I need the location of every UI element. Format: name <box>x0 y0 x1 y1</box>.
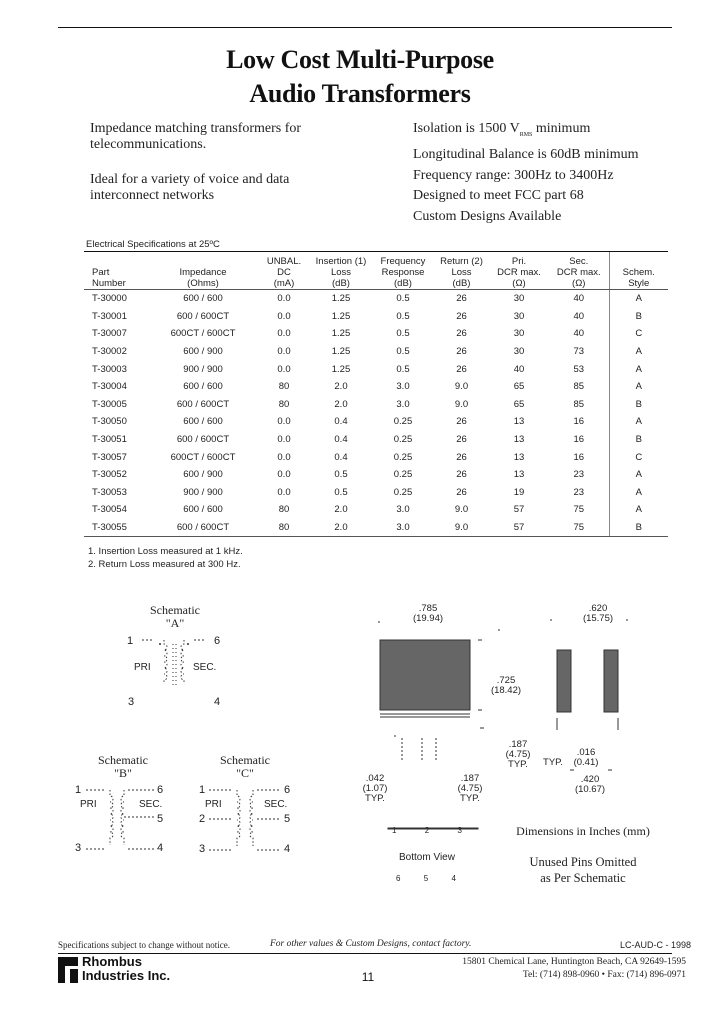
table-cell: B <box>609 308 668 326</box>
footer-rule <box>58 953 672 954</box>
bottom-view-bottom-pins: 6 5 4 <box>396 874 456 883</box>
table-cell: 30 <box>513 328 525 340</box>
schematic-b-title: Schematic "B" <box>98 753 148 780</box>
schematic-b-diagram <box>80 782 163 857</box>
table-cell: 0.5 <box>396 293 410 305</box>
table-cell: 0.5 <box>396 310 410 322</box>
table-row <box>84 290 668 308</box>
schematic-c-pin5: 5 <box>284 813 291 825</box>
table-row <box>84 413 668 431</box>
schematic-c-title: Schematic "C" <box>220 753 270 780</box>
table-cell: T-30050 <box>92 416 127 428</box>
table-cell: 57 <box>489 519 549 537</box>
table-cell: C <box>609 448 668 466</box>
table-cell: 0.25 <box>393 486 413 498</box>
table-cell: 600 / 900 <box>183 469 223 481</box>
schematic-c-pin6: 6 <box>284 784 291 796</box>
schematic-a-pin4: 4 <box>214 696 221 708</box>
dim-pitch: .042 (1.07) TYP. <box>362 773 388 804</box>
footer-custom-note: For other values & Custom Designs, contact factory. <box>270 939 472 949</box>
table-cell: 85 <box>573 381 585 393</box>
table-cell: A <box>609 378 668 396</box>
table-cell: B <box>609 519 668 537</box>
table-cell: 13 <box>513 451 525 463</box>
table-cell: C <box>609 325 668 343</box>
table-cell: 2.0 <box>334 398 348 410</box>
footer-disclaimer: Specifications subject to change without notice. <box>58 940 230 950</box>
table-cell: 16 <box>573 434 585 446</box>
table-cell: 30 <box>513 293 525 305</box>
schematic-c-pin4: 4 <box>284 843 291 855</box>
table-cell: 0.25 <box>393 434 413 446</box>
spec-header-cell: Impedance (Ohms) <box>148 252 258 290</box>
schematic-b-pin4: 4 <box>157 842 164 854</box>
table-cell: 16 <box>573 451 585 463</box>
table-cell: 600 / 900 <box>183 346 223 358</box>
dim-pin-diameter-typ: TYP. <box>543 757 563 768</box>
table-cell: 0.25 <box>393 451 413 463</box>
table-cell: 13 <box>513 416 525 428</box>
table-row <box>84 431 668 449</box>
table-cell: 80 <box>278 381 290 393</box>
spec-header-cell: Insertion (1) Loss (dB) <box>310 252 372 290</box>
schematic-c-diagram <box>205 782 287 857</box>
table-cell: B <box>609 431 668 449</box>
table-cell: 80 <box>258 519 310 537</box>
table-cell: 600 / 600 <box>183 381 223 393</box>
table-cell: 0.5 <box>396 346 410 358</box>
footer-doc-code: LC-AUD-C - 1998 <box>620 940 692 950</box>
table-cell: 0.4 <box>334 434 348 446</box>
table-cell: 0.25 <box>393 416 413 428</box>
spec-table <box>84 252 668 537</box>
table-cell: 13 <box>513 469 525 481</box>
schematic-c-pin3: 3 <box>199 843 206 855</box>
table-cell: 16 <box>573 416 585 428</box>
table-cell: 75 <box>573 504 585 516</box>
table-cell: A <box>609 413 668 431</box>
schematic-b-pin6: 6 <box>157 784 164 796</box>
table-cell: 0.25 <box>393 469 413 481</box>
table-cell: 600 / 600 <box>183 504 223 516</box>
table-cell: 0.5 <box>396 363 410 375</box>
table-cell: 65 <box>513 381 525 393</box>
feature-list <box>413 119 673 227</box>
table-row <box>84 466 668 484</box>
table-cell: 0.0 <box>277 416 291 428</box>
schematic-b-pin1: 1 <box>75 784 82 796</box>
table-cell: B <box>609 396 668 414</box>
table-cell: 600 / 600 <box>183 293 223 305</box>
table-cell: 0.0 <box>277 434 291 446</box>
table-cell: T-30001 <box>92 310 127 322</box>
spec-header-cell: Pri. DCR max. (Ω) <box>489 252 549 290</box>
table-row <box>84 501 668 519</box>
company-logo-icon <box>58 957 78 983</box>
page-number: 11 <box>361 970 375 984</box>
table-cell: 26 <box>456 469 467 481</box>
table-cell: A <box>609 466 668 484</box>
table-cell: 0.5 <box>334 486 348 498</box>
table-cell: 80 <box>278 504 290 516</box>
dim-pin-length: .187 (4.75) TYP. <box>505 739 531 770</box>
schematic-b-sec: SEC. <box>139 799 163 810</box>
table-cell: 0.5 <box>334 469 348 481</box>
table-cell: 26 <box>456 293 467 305</box>
table-cell: 40 <box>573 328 585 340</box>
table-cell: 26 <box>456 416 467 428</box>
intro-paragraph-2: Ideal for a variety of voice and data interconnect networks <box>90 172 290 203</box>
schematic-b-pin3: 3 <box>75 842 82 854</box>
table-cell: 3.0 <box>396 398 410 410</box>
table-cell: 0.5 <box>396 328 410 340</box>
table-cell: 9.0 <box>454 381 469 393</box>
table-cell: 0.0 <box>277 451 291 463</box>
schematic-a-sec: SEC. <box>193 662 217 673</box>
table-cell: A <box>609 343 668 361</box>
table-cell: 2.0 <box>334 381 348 393</box>
spec-caption: Electrical Specifications at 25ºC <box>86 239 220 250</box>
table-cell: T-30004 <box>92 381 127 393</box>
table-cell: 73 <box>573 346 585 358</box>
table-cell: T-30057 <box>92 451 127 463</box>
table-cell: 23 <box>573 469 585 481</box>
table-cell: 80 <box>278 398 290 410</box>
spec-header-cell: Sec. DCR max. (Ω) <box>549 252 609 290</box>
table-cell: T-30005 <box>92 398 127 410</box>
spec-notes <box>88 546 243 571</box>
dim-width: .785 (19.94) <box>412 603 444 624</box>
table-cell: 57 <box>513 504 525 516</box>
table-cell: A <box>609 360 668 378</box>
spec-header-cell: Frequency Response (dB) <box>372 252 434 290</box>
table-cell: T-30003 <box>92 363 127 375</box>
table-cell: 600 / 600CT <box>176 434 230 446</box>
table-row <box>84 448 668 466</box>
table-cell: 40 <box>573 293 585 305</box>
table-cell: 0.4 <box>334 451 348 463</box>
table-cell: 26 <box>456 434 467 446</box>
table-cell: 1.25 <box>331 310 351 322</box>
table-cell: T-30007 <box>92 328 127 340</box>
table-cell: 600 / 600CT <box>176 310 230 322</box>
table-cell: 1.25 <box>331 346 351 358</box>
schematic-b-pin5: 5 <box>157 813 164 825</box>
table-cell: 1.25 <box>331 293 351 305</box>
schematic-a-pri: PRI <box>134 662 151 673</box>
schematic-c-pin2: 2 <box>199 813 206 825</box>
page-title-line2: Audio Transformers <box>249 79 471 108</box>
table-cell: 600CT / 600CT <box>170 328 236 340</box>
table-cell: 53 <box>573 363 585 375</box>
table-cell: 75 <box>549 519 609 537</box>
table-cell: 26 <box>456 310 467 322</box>
table-cell: 23 <box>573 486 585 498</box>
bottom-view-top-pins: 1 2 3 <box>392 826 462 835</box>
table-row <box>84 325 668 343</box>
table-cell: 30 <box>513 310 525 322</box>
table-cell: 3.0 <box>396 381 410 393</box>
note-1: 1. Insertion Loss measured at 1 kHz. <box>88 546 243 557</box>
table-cell: 26 <box>456 486 467 498</box>
table-row <box>84 308 668 326</box>
units-note: Dimensions in Inches (mm) <box>516 824 650 838</box>
top-rule <box>58 27 672 28</box>
dim-span: .420 (10.67) <box>574 774 606 795</box>
table-cell: 600 / 600CT <box>176 398 230 410</box>
table-cell: A <box>609 290 668 308</box>
feature-item: Custom Designs Available <box>413 208 562 224</box>
table-cell: 85 <box>573 398 585 410</box>
table-cell: 26 <box>456 346 467 358</box>
table-cell: 40 <box>513 363 525 375</box>
spec-header-row <box>84 252 668 290</box>
table-cell: T-30053 <box>92 486 127 498</box>
table-cell: 65 <box>513 398 525 410</box>
schematic-c-pin1: 1 <box>199 784 206 796</box>
table-cell: T-30052 <box>92 469 127 481</box>
table-cell: 26 <box>456 328 467 340</box>
schematic-a-pin1: 1 <box>127 635 134 647</box>
schematic-a-pin6: 6 <box>214 635 221 647</box>
spec-header-cell: Return (2) Loss (dB) <box>434 252 489 290</box>
spec-header-cell: Part Number <box>84 252 148 290</box>
footer-contact: Tel: (714) 898-0960 • Fax: (714) 896-0971 <box>522 970 686 980</box>
feature-item: Frequency range: 300Hz to 3400Hz <box>413 167 614 183</box>
table-cell: 0.0 <box>277 346 291 358</box>
table-cell: T-30055 <box>84 519 148 537</box>
schematic-c-sec: SEC. <box>264 799 288 810</box>
table-cell: T-30054 <box>92 504 127 516</box>
spec-header-cell: UNBAL. DC (mA) <box>258 252 310 290</box>
table-cell: 13 <box>513 434 525 446</box>
table-cell: T-30002 <box>92 346 127 358</box>
feature-item: Longitudinal Balance is 60dB minimum <box>413 147 639 163</box>
table-cell: 600 / 600CT <box>148 519 258 537</box>
table-cell: 600 / 600 <box>183 416 223 428</box>
table-row <box>84 343 668 361</box>
table-cell: A <box>609 484 668 502</box>
table-cell: 0.0 <box>277 469 291 481</box>
table-cell: 2.0 <box>310 519 372 537</box>
table-cell: 1.25 <box>331 363 351 375</box>
intro-paragraph-1: Impedance matching transformers for telecommunications. <box>90 121 302 152</box>
table-cell: 1.25 <box>331 328 351 340</box>
table-cell: 3.0 <box>372 519 434 537</box>
table-cell: T-30000 <box>92 293 127 305</box>
table-cell: 0.0 <box>277 486 291 498</box>
table-cell: 26 <box>456 363 467 375</box>
table-cell: 600CT / 600CT <box>170 451 236 463</box>
table-cell: A <box>609 501 668 519</box>
table-cell: 0.4 <box>334 416 348 428</box>
table-cell: 9.0 <box>454 504 469 516</box>
table-cell: 0.0 <box>277 363 291 375</box>
table-cell: 0.0 <box>277 310 291 322</box>
table-cell: 3.0 <box>396 504 410 516</box>
table-cell: 0.0 <box>277 293 291 305</box>
feature-isolation: Isolation is 1500 $V_{RMS}$ minimum <box>413 121 591 138</box>
dim-depth: .620 (15.75) <box>582 603 614 624</box>
dim-pin-diameter: .016 (0.41) <box>573 747 599 768</box>
table-cell: 0.0 <box>277 328 291 340</box>
table-cell: 9.0 <box>434 519 489 537</box>
unused-pins-note: Unused Pins Omitted as Per Schematic <box>529 855 637 885</box>
spec-header-cell: Schem. Style <box>609 252 668 290</box>
bottom-view-label: Bottom View <box>399 852 455 863</box>
table-cell: 900 / 900 <box>183 363 223 375</box>
schematic-a-pin3: 3 <box>128 696 135 708</box>
schematic-b-pri: PRI <box>80 799 97 810</box>
footer-address: 15801 Chemical Lane, Huntington Beach, CA 92649-1595 <box>462 957 686 967</box>
dim-row-spacing: .187 (4.75) TYP. <box>457 773 483 804</box>
company-name: Rhombus Industries Inc. <box>82 954 171 983</box>
table-row <box>84 378 668 396</box>
table-row <box>84 360 668 378</box>
feature-item: Designed to meet FCC part 68 <box>413 188 584 204</box>
schematic-a-title: Schematic "A" <box>150 603 200 630</box>
table-cell: 2.0 <box>334 504 348 516</box>
table-cell: 900 / 900 <box>183 486 223 498</box>
table-cell: 26 <box>456 451 467 463</box>
table-cell: 19 <box>513 486 525 498</box>
table-row <box>84 484 668 502</box>
table-cell: 9.0 <box>454 398 469 410</box>
page-title-line1: Low Cost Multi-Purpose <box>226 45 494 74</box>
note-2: 2. Return Loss measured at 300 Hz. <box>88 558 241 570</box>
table-cell: 30 <box>513 346 525 358</box>
table-row <box>84 396 668 414</box>
table-cell: T-30051 <box>92 434 127 446</box>
table-row <box>84 519 668 537</box>
dim-height: .725 (18.42) <box>490 675 522 696</box>
schematic-c-pri: PRI <box>205 799 222 810</box>
schematic-a-diagram <box>130 630 220 705</box>
table-cell: 40 <box>573 310 585 322</box>
